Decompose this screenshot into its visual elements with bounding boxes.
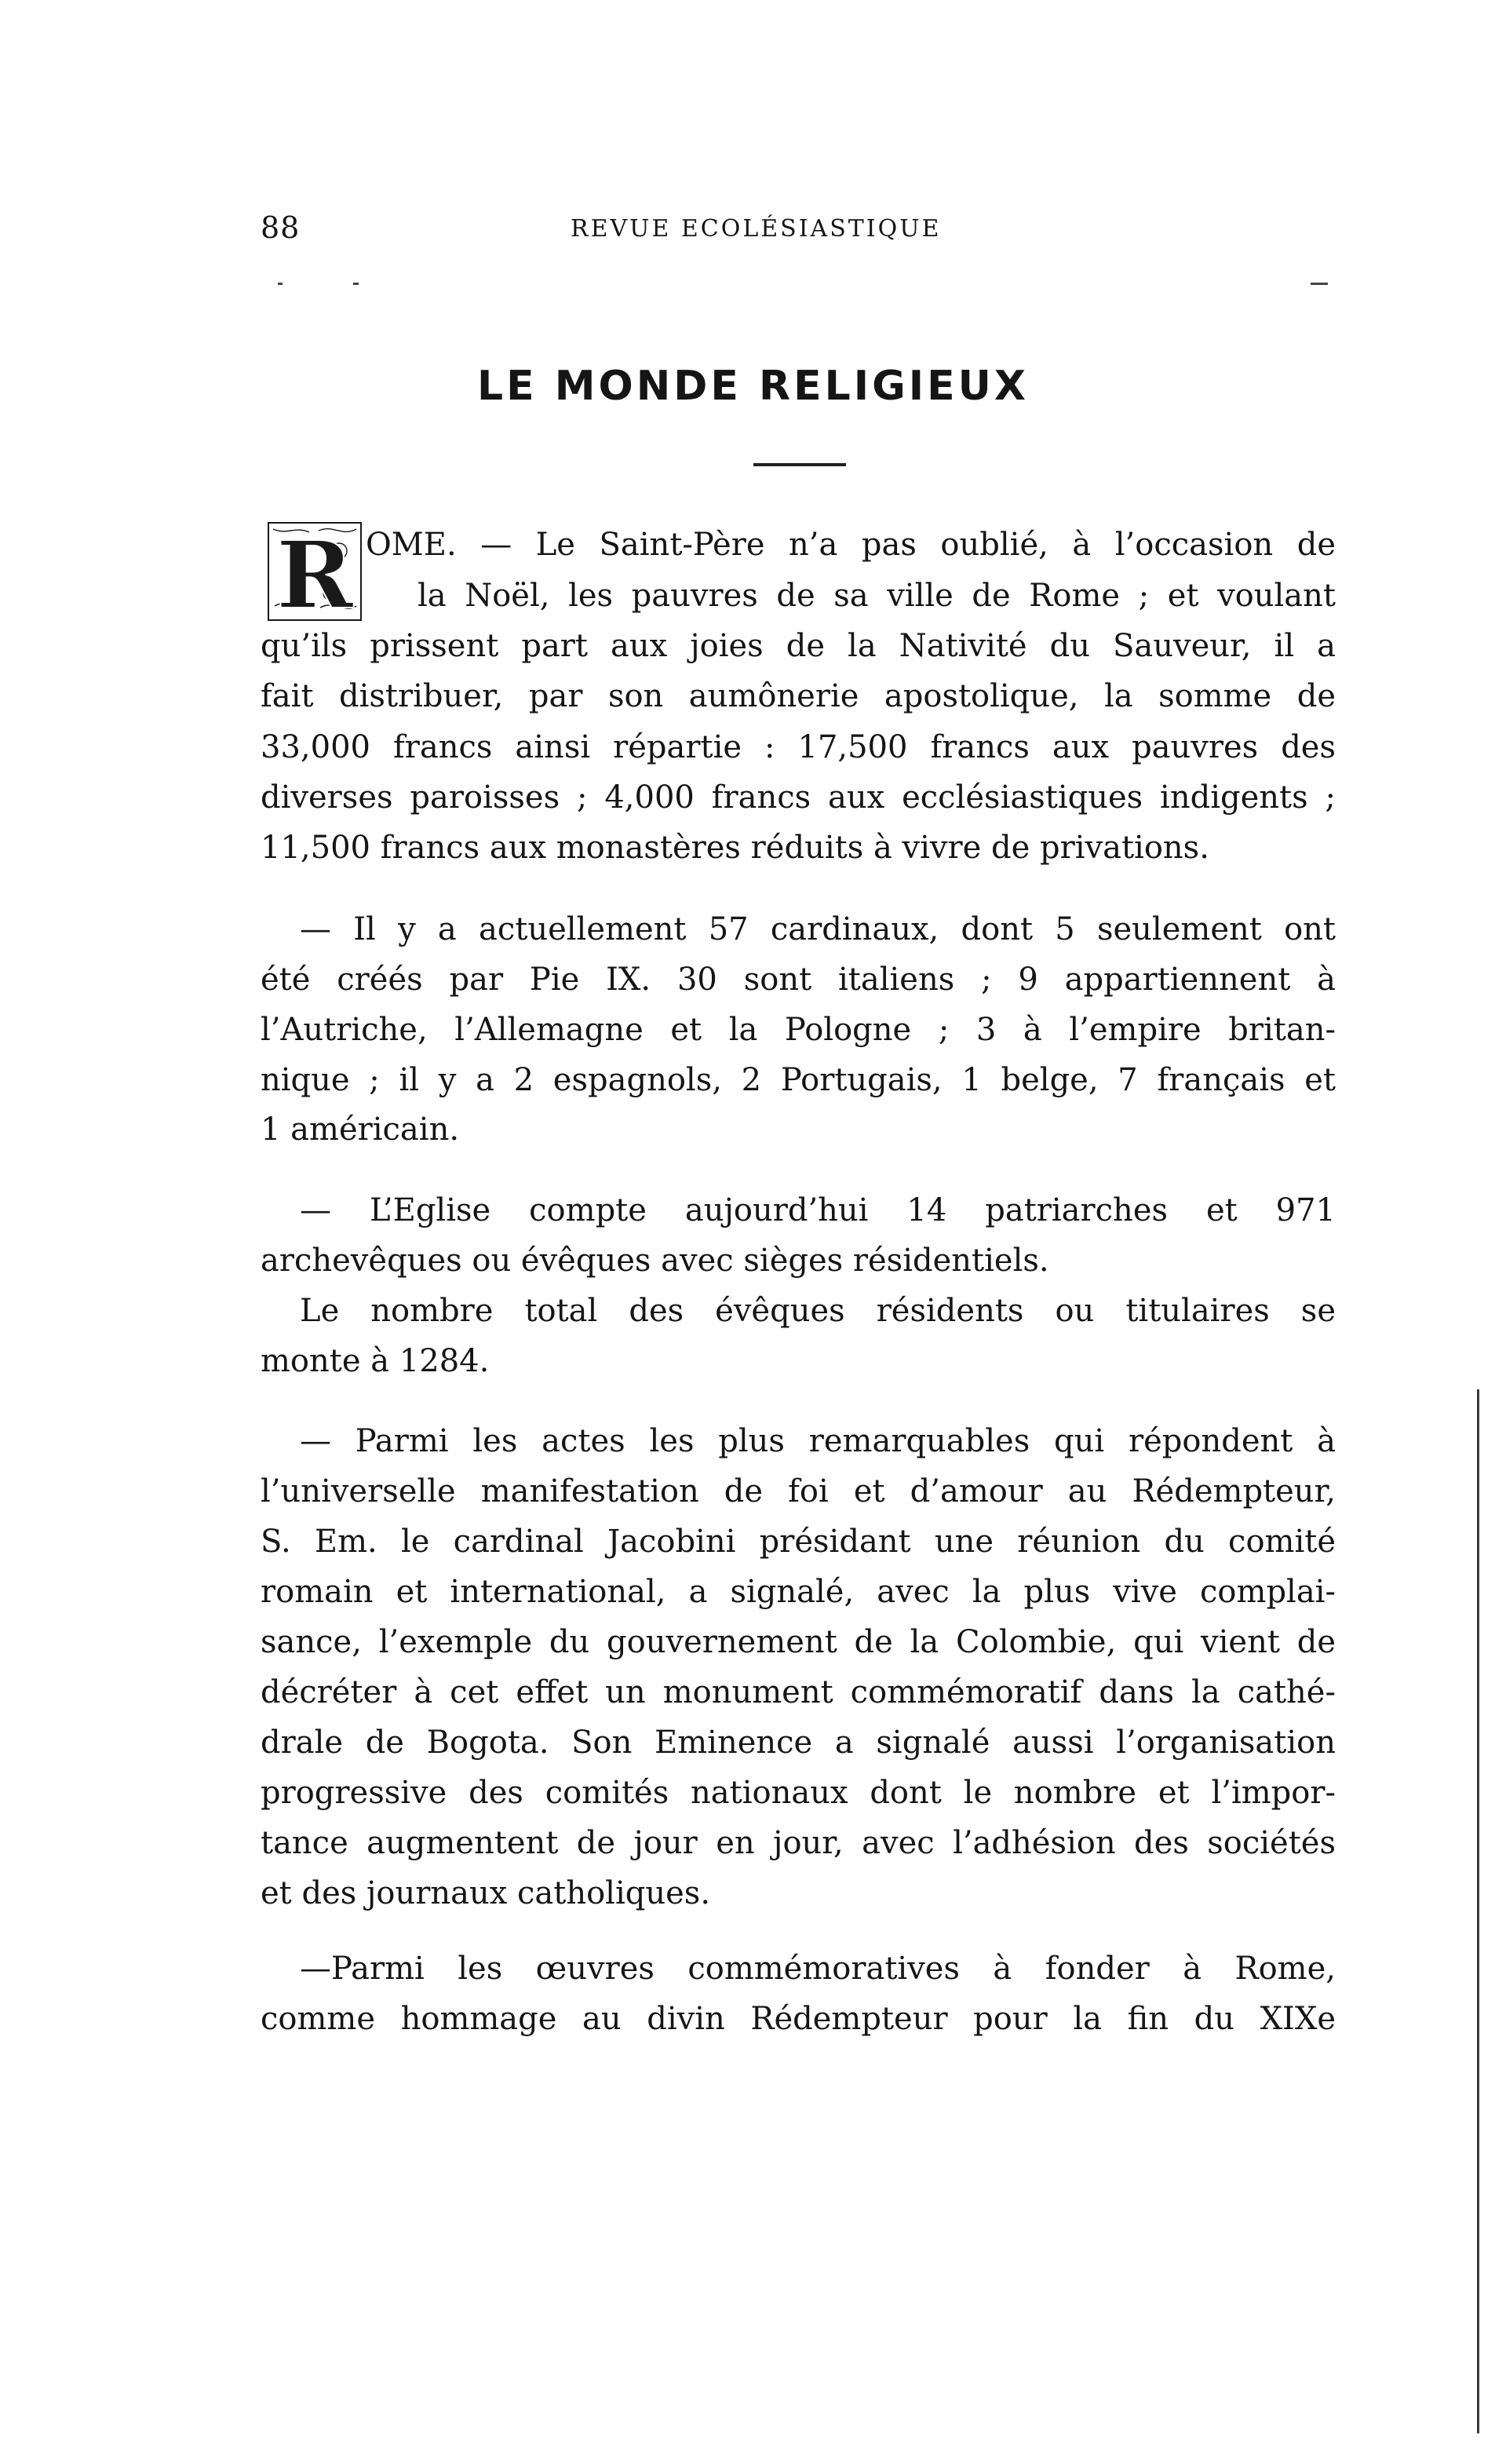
text-line: archevêques ou évêques avec sièges résidentiels. [261,1243,1049,1279]
page-number: 88 [261,210,301,245]
text-line: la Noël, les pauvres de sa ville de Rome ; et voulant [418,578,1336,614]
text-line: 11,500 francs aux monastères réduits à vivre de privations. [261,830,1209,866]
text-line: 33,000 francs ainsi répartie : 17,500 francs aux pauvres des [261,729,1336,765]
title-rule [753,463,846,466]
text-line: l’universelle manifestation de foi et d’amour au Rédempteur, [261,1473,1336,1509]
text-line: décréter à cet effet un monument commémoratif dans la cathé- [261,1674,1336,1710]
margin-scan-line [1477,1389,1479,2433]
text-line: drale de Bogota. Son Eminence a signalé aussi l’organisation [261,1725,1336,1761]
section-title: LE MONDE RELIGIEUX [477,363,1029,410]
text-line: sance, l’exemple du gouvernement de la Colombie, qui vient de [261,1624,1336,1660]
text-line: l’Autriche, l’Allemagne et la Pologne ; 3 à l’empire britan- [261,1012,1336,1048]
text-line: fait distribuer, par son aumônerie apostolique, la somme de [261,678,1336,714]
text-line: diverses paroisses ; 4,000 francs aux ecclésiastiques indigents ; [261,779,1336,816]
text-line: — Parmi les actes les plus remarquables qui répondent à [300,1423,1336,1459]
text-line: qu’ils prissent part aux joies de la Nativité du Sauveur, il a [261,628,1336,664]
text-line: progressive des comités nationaux dont le nombre et l’impor- [261,1775,1336,1811]
text-line: — L’Eglise compte aujourd’hui 14 patriarches et 971 [300,1192,1336,1228]
text-line: romain et international, a signalé, avec la plus vive complai- [261,1574,1336,1610]
drop-cap-ornament [264,520,366,623]
print-specks [275,283,1342,290]
text-line: 1 américain. [261,1112,460,1148]
text-line: OME. — Le Saint-Père n’a pas oublié, à l’occasion de [366,527,1336,563]
text-line: —Parmi les œuvres commémoratives à fonder à Rome, [300,1951,1336,1987]
running-head [261,210,1336,257]
text-line: Le nombre total des évêques résidents ou titulaires se [300,1293,1336,1329]
text-line: et des journaux catholiques. [261,1875,711,1911]
svg-text:R: R [275,520,354,623]
journal-title: REVUE ECOLÉSIASTIQUE [571,215,942,243]
text-line: tance augmentent de jour en jour, avec l’adhésion des sociétés [261,1825,1336,1861]
text-line: S. Em. le cardinal Jacobini présidant une réunion du comité [261,1524,1336,1560]
text-line: été créés par Pie IX. 30 sont italiens ; 9 appartiennent à [261,962,1336,998]
text-line: monte à 1284. [261,1343,490,1379]
text-line: nique ; il y a 2 espagnols, 2 Portugais, 1 belge, 7 français et [261,1062,1336,1098]
text-line: comme hommage au divin Rédempteur pour la fin du XIXe [261,2001,1336,2037]
text-line: — Il y a actuellement 57 cardinaux, dont 5 seulement ont [300,911,1336,947]
